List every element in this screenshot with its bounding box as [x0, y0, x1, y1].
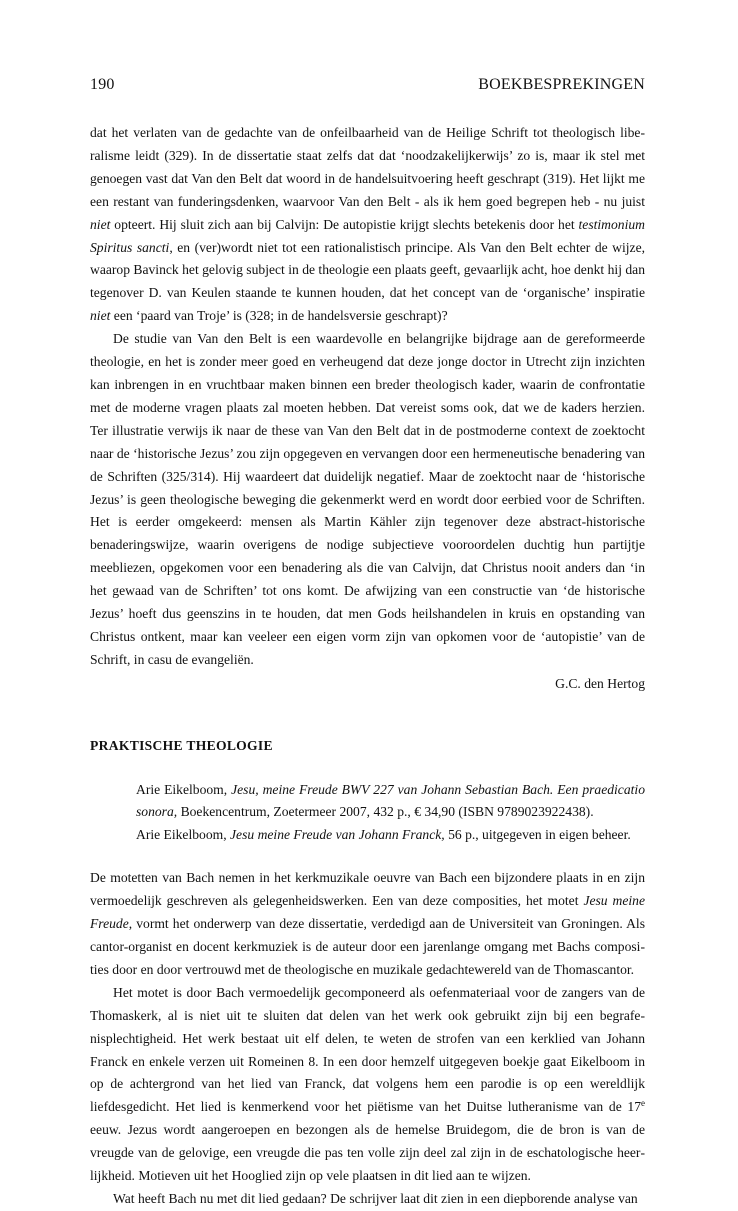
paragraph-3: [90, 867, 645, 982]
paragraph-1-text-b: opteert. Hij sluit zich aan bij Calvijn: De autopistie krijgt slechts betekenis door het: [110, 216, 579, 232]
emphasis-testimonium: testimonium Spiritus sancti: [90, 216, 645, 255]
paragraph-4-text-b: eeuw. Jezus wordt aangeroepen en bezongen als de hemelse Bruidegom, die de bron is van de vreugde van de gelovige, een vreugde die pas ten volle zijn deel zal zijn in de eschatologische heerlijkheid. Motieven uit het Hooglied zijn op vele plaatsen in dit lied aan te wijzen.: [90, 1122, 645, 1184]
biblio-2-title: Jesu meine Freude van Johann Franck,: [230, 827, 445, 843]
paragraph-4-text-a: Het motet is door Bach vermoedelijk gecomponeerd als oefenmateriaal voor de zangers van de Thomaskerk, al is niet uit te sluiten dat delen van het werk ook gebruikt zijn bij een begrafenisplechtigheid. Het werk bestaat uit elf delen, te weten de strofen van een kerklied van Johann Franck en enkele verzen uit Romeinen 8. In een door hemzelf uitgegeven boekje gaat Eikelboom in op de achtergrond van het lied van Franck, dat volgens hem een parodie is op een wereldlijk liefdesgedicht. Het lied is kenmerkend voor het piëtisme van het Duitse lutheranisme van de 17: [90, 984, 645, 1115]
bibliographic-entries: [90, 779, 645, 848]
paragraph-3-text-a: De motetten van Bach nemen in het kerkmuzikale oeuvre van Bach een bijzondere plaats in en zijn vermoedelijk geschreven als gelegenheidswerken. Een van deze composities, het motet: [90, 870, 645, 909]
review-body-2: [90, 867, 645, 1211]
running-title: BOEKBESPREKINGEN: [478, 76, 645, 93]
paragraph-1-text-c: , en (ver)wordt niet tot een rationalistisch principe. Als Van den Belt echter de wijze, waarop Bavinck het gelovig subject in de theologie een plaats geeft, gevaarlijk acht, hoe denkt hij dan tegenover D. van Keulen staande te kunnen houden, dat het concept van de ‘organische’ inspiratie: [90, 239, 646, 301]
biblio-1-details: Boekencentrum, Zoetermeer 2007, 432 p., € 34,90 (ISBN 9789023922438).: [177, 804, 594, 820]
biblio-2-author: Arie Eikelboom,: [136, 827, 231, 843]
page-number: 190: [90, 76, 115, 93]
emphasis-niet-2: niet: [90, 308, 111, 324]
emphasis-jesu-meine-freude: Jesu meine Freude: [90, 893, 646, 932]
paragraph-1-text-a: dat het verlaten van de gedachte van de onfeilbaarheid van de Heilige Schrift tot theologisch liberalisme leidt (329). In de dissertatie staat zelfs dat dat ‘noodzakelijkerwijs’ zo is, maar ik stel met genoegen vast dat Van den Belt dat woord in de handelsuitvoering heeft geschrapt (319). Het lijkt me een restant van funderingsdenken, waarvoor Van den Belt - als ik hem goed begrepen heb - nu juist: [90, 125, 645, 209]
paragraph-5: Wat heeft Bach nu met dit lied gedaan? De schrijver laat dit zien in een diepborende analyse van: [113, 1190, 638, 1206]
biblio-entry-1: [136, 779, 645, 825]
reviewer-signature: G.C. den Hertog: [555, 675, 645, 691]
biblio-entry-2: [136, 824, 645, 847]
review-body: [90, 122, 645, 672]
paragraph-3-text-b: , vormt het onderwerp van deze dissertatie, verdedigd aan de Universiteit van Groningen. Als cantor-organist en docent kerkmuziek is de auteur door een jarenlange omgang met Bachs composities door en door vertrouwd met de theologische en muzikale gedachtewereld van de Thomascantor.: [90, 916, 645, 977]
section-title: PRAKTISCHE THEOLOGIE: [90, 737, 273, 753]
page: [90, 76, 645, 1211]
biblio-2-details: 56 p., uitgegeven in eigen beheer.: [444, 827, 631, 843]
paragraph-1: [90, 122, 645, 328]
paragraph-1-text-d: een ‘paard van Troje’ is (328; in de handelsversie geschrapt)?: [110, 308, 448, 324]
superscript-e: e: [641, 1098, 645, 1109]
biblio-1-author: Arie Eikelboom,: [136, 781, 232, 797]
paragraph-4: [90, 982, 645, 1188]
paragraph-2: De studie van Van den Belt is een waardevolle en belangrijke bijdrage aan de gereformeerde theologie, en het is zonder meer goed en verheugend dat deze jonge doctor in Utrecht zijn inzichten kan inbrengen in en vruchtbaar maken binnen een breder theologisch kader, waarin de confrontatie met de moderne vragen plaats zal moeten hebben. Dat vereist soms ook, dat we de kaders herzien. Ter illustratie verwijs ik naar de these van Van den Belt dat in de postmoderne context de zoektocht naar de ‘historische Jezus’ zou zijn opgegeven en vervangen door een hermeneutische benadering van de Schriften (325/314). Hij waardeert dat duidelijk negatief. Maar de zoektocht naar de ‘historische Jezus’ is geen theologische beweging die gekenmerkt werd en wordt door eerbied voor de Schriften. Het is eerder omgekeerd: mensen als Martin Kähler zijn tegenover deze abstract-historische benaderingswijze, waarin overigens de nodige subjectieve vooroordelen duchtig hun partijtje meebliezen, opgekomen voor een benadering als die van Calvijn, dat Christus nooit anders dan ‘in het gewaad van de Schriften’ tot ons komt. De afwijzing van een constructie van ‘de historische Jezus’ hoeft dus geenszins in te houden, dat men Gods heilshandelen in kruis en opstanding van Christus ontkent, maar kan veeleer een eigen vorm zijn van opkomen voor de ‘autopistie’ van de Schrift, in casu de evangeliën.: [90, 331, 645, 667]
emphasis-niet: niet: [90, 216, 111, 232]
running-head: [90, 76, 645, 100]
biblio-1-title: Jesu, meine Freude BWV 227 van Johann Sebastian Bach. Een praedicatio sonora,: [136, 781, 645, 820]
